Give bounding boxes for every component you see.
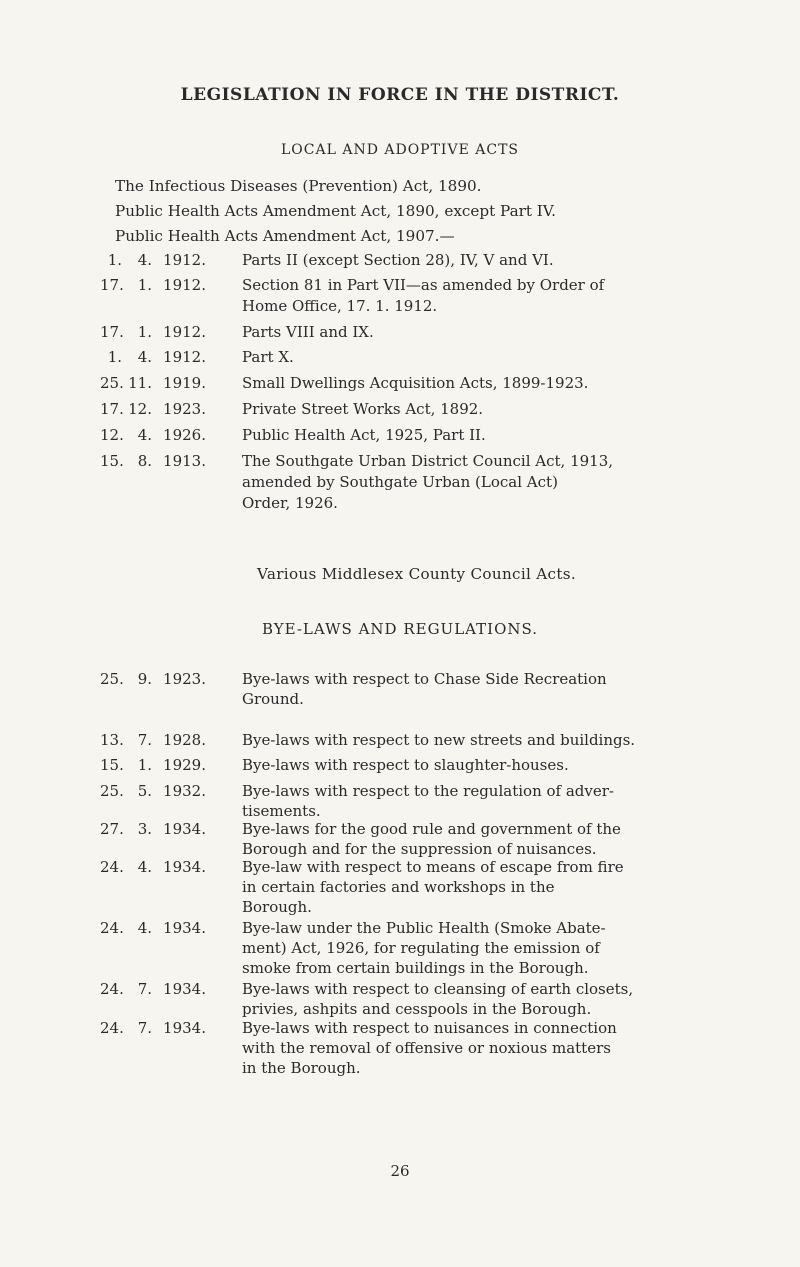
act-entry xyxy=(100,373,760,394)
entry-date xyxy=(100,425,225,446)
entry-line: in certain factories and workshops in the xyxy=(242,878,555,896)
bye-law-entry xyxy=(100,1018,760,1078)
entry-line: Bye-laws with respect to Chase Side Recreation xyxy=(242,670,607,688)
date-month: 7. xyxy=(137,1019,152,1037)
entry-text xyxy=(242,451,760,514)
date-year: 1912. xyxy=(163,348,206,366)
act-entry xyxy=(100,347,760,368)
entry-date xyxy=(100,373,225,394)
date-day: 1. xyxy=(107,348,122,366)
entry-line: Bye-laws with respect to the regulation of adver- xyxy=(242,782,614,800)
date-month: 7. xyxy=(137,731,152,749)
date-month: 1. xyxy=(137,323,152,341)
entry-line: The Southgate Urban District Council Act, 1913, xyxy=(242,452,614,470)
entry-date xyxy=(100,979,225,999)
entry-line: smoke from certain buildings in the Borough. xyxy=(242,959,589,977)
date-month: 4. xyxy=(137,426,152,444)
entry-line: Parts II (except Section 28), IV, V and VI. xyxy=(242,251,554,269)
date-day: 17. xyxy=(100,276,124,294)
date-month: 11. xyxy=(128,374,152,392)
intro-line: Public Health Acts Amendment Act, 1890, except Part IV. xyxy=(115,202,556,220)
date-month: 8. xyxy=(137,452,152,470)
entry-text xyxy=(242,781,760,821)
date-day: 24. xyxy=(100,1019,124,1037)
bye-laws-heading: BYE-LAWS AND REGULATIONS. xyxy=(261,620,539,638)
entry-line: Small Dwellings Acquisition Acts, 1899-1923. xyxy=(242,374,589,392)
bye-law-entry xyxy=(100,979,760,1019)
entry-date xyxy=(100,730,225,750)
date-day: 24. xyxy=(100,858,124,876)
date-month: 4. xyxy=(137,858,152,876)
entry-text xyxy=(242,322,760,343)
date-day: 27. xyxy=(100,820,124,838)
entry-line: Bye-law under the Public Health (Smoke Abate- xyxy=(242,919,606,937)
date-day: 25. xyxy=(100,782,124,800)
date-year: 1912. xyxy=(163,251,206,269)
entry-line: Order, 1926. xyxy=(242,494,338,512)
bye-law-entry xyxy=(100,781,760,821)
date-year: 1934. xyxy=(163,980,206,998)
date-month: 1. xyxy=(137,276,152,294)
bye-law-entry xyxy=(100,857,760,917)
entry-text xyxy=(242,1018,760,1078)
entry-line: Bye-laws for the good rule and government of the xyxy=(242,820,621,838)
date-day: 24. xyxy=(100,919,124,937)
date-year: 1913. xyxy=(163,452,206,470)
entry-date xyxy=(100,399,225,420)
date-month: 1. xyxy=(137,756,152,774)
entry-text xyxy=(242,979,760,1019)
entry-line: Bye-laws with respect to nuisances in connection xyxy=(242,1019,617,1037)
date-year: 1934. xyxy=(163,919,206,937)
date-day: 25. xyxy=(100,670,124,688)
act-entry xyxy=(100,399,760,420)
entry-text xyxy=(242,275,760,317)
entry-line: Part X. xyxy=(242,348,294,366)
bye-law-entry xyxy=(100,819,760,859)
page-title: LEGISLATION IN FORCE IN THE DISTRICT. xyxy=(180,85,620,105)
entry-line: Parts VIII and IX. xyxy=(242,323,374,341)
date-month: 12. xyxy=(128,400,152,418)
page-number: 26 xyxy=(390,1162,410,1180)
entry-line: ment) Act, 1926, for regulating the emission of xyxy=(242,939,600,957)
act-entry xyxy=(100,425,760,446)
date-month: 4. xyxy=(137,251,152,269)
entry-text xyxy=(242,347,760,368)
entry-line: Home Office, 17. 1. 1912. xyxy=(242,297,438,315)
date-month: 4. xyxy=(137,919,152,937)
entry-text xyxy=(242,857,760,917)
date-day: 1. xyxy=(107,251,122,269)
entry-line: amended by Southgate Urban (Local Act) xyxy=(242,473,558,491)
entry-line: Borough. xyxy=(242,898,312,916)
entry-line: in the Borough. xyxy=(242,1059,361,1077)
entry-text xyxy=(242,669,760,709)
entry-line: Bye-laws with respect to cleansing of earth closets, xyxy=(242,980,634,998)
date-year: 1934. xyxy=(163,820,206,838)
act-entry xyxy=(100,322,760,343)
date-month: 7. xyxy=(137,980,152,998)
date-month: 5. xyxy=(137,782,152,800)
entry-date xyxy=(100,275,225,296)
date-year: 1926. xyxy=(163,426,206,444)
date-day: 24. xyxy=(100,980,124,998)
date-year: 1919. xyxy=(163,374,206,392)
date-year: 1923. xyxy=(163,670,206,688)
date-year: 1934. xyxy=(163,1019,206,1037)
bye-law-entry xyxy=(100,730,760,750)
entry-text xyxy=(242,755,760,775)
entry-date xyxy=(100,857,225,877)
entry-line: Private Street Works Act, 1892. xyxy=(242,400,484,418)
bye-law-entry xyxy=(100,755,760,775)
date-year: 1912. xyxy=(163,276,206,294)
date-day: 15. xyxy=(100,756,124,774)
entry-line: Borough and for the suppression of nuisances. xyxy=(242,840,597,858)
act-entry xyxy=(100,275,760,317)
entry-text xyxy=(242,425,760,446)
entry-line: privies, ashpits and cesspools in the Borough. xyxy=(242,1000,592,1018)
entry-line: Bye-law with respect to means of escape from fire xyxy=(242,858,624,876)
act-entry xyxy=(100,451,760,514)
date-day: 17. xyxy=(100,323,124,341)
date-year: 1912. xyxy=(163,323,206,341)
entry-date xyxy=(100,781,225,801)
entry-date xyxy=(100,1018,225,1038)
date-month: 3. xyxy=(137,820,152,838)
entry-text xyxy=(242,918,760,978)
date-day: 15. xyxy=(100,452,124,470)
entry-line: with the removal of offensive or noxious matters xyxy=(242,1039,611,1057)
date-year: 1929. xyxy=(163,756,206,774)
entry-line: Section 81 in Part VII—as amended by Order of xyxy=(242,276,605,294)
date-day: 12. xyxy=(100,426,124,444)
entry-date xyxy=(100,347,225,368)
entry-text xyxy=(242,373,760,394)
act-entry xyxy=(100,250,760,271)
entry-line: Ground. xyxy=(242,690,304,708)
entry-date xyxy=(100,250,225,271)
various-acts-line: Various Middlesex County Council Acts. xyxy=(257,565,576,583)
entry-date xyxy=(100,918,225,938)
entry-date xyxy=(100,451,225,472)
bye-law-entry xyxy=(100,918,760,978)
entry-date xyxy=(100,755,225,775)
entry-line: Bye-laws with respect to new streets and buildings. xyxy=(242,731,636,749)
date-day: 17. xyxy=(100,400,124,418)
entry-text xyxy=(242,819,760,859)
date-day: 25. xyxy=(100,374,124,392)
entry-date xyxy=(100,819,225,839)
entry-date xyxy=(100,669,225,689)
entry-line: tisements. xyxy=(242,802,321,820)
intro-line: Public Health Acts Amendment Act, 1907.— xyxy=(115,227,455,245)
entry-text xyxy=(242,399,760,420)
date-year: 1928. xyxy=(163,731,206,749)
intro-line: The Infectious Diseases (Prevention) Act, 1890. xyxy=(115,177,482,195)
date-year: 1934. xyxy=(163,858,206,876)
entry-text xyxy=(242,730,760,750)
date-year: 1923. xyxy=(163,400,206,418)
date-year: 1932. xyxy=(163,782,206,800)
entry-line: Public Health Act, 1925, Part II. xyxy=(242,426,486,444)
entry-text xyxy=(242,250,760,271)
bye-law-entry xyxy=(100,669,760,709)
date-day: 13. xyxy=(100,731,124,749)
entry-date xyxy=(100,322,225,343)
local-acts-heading: LOCAL AND ADOPTIVE ACTS xyxy=(280,142,519,158)
entry-line: Bye-laws with respect to slaughter-houses. xyxy=(242,756,569,774)
date-month: 4. xyxy=(137,348,152,366)
date-month: 9. xyxy=(137,670,152,688)
